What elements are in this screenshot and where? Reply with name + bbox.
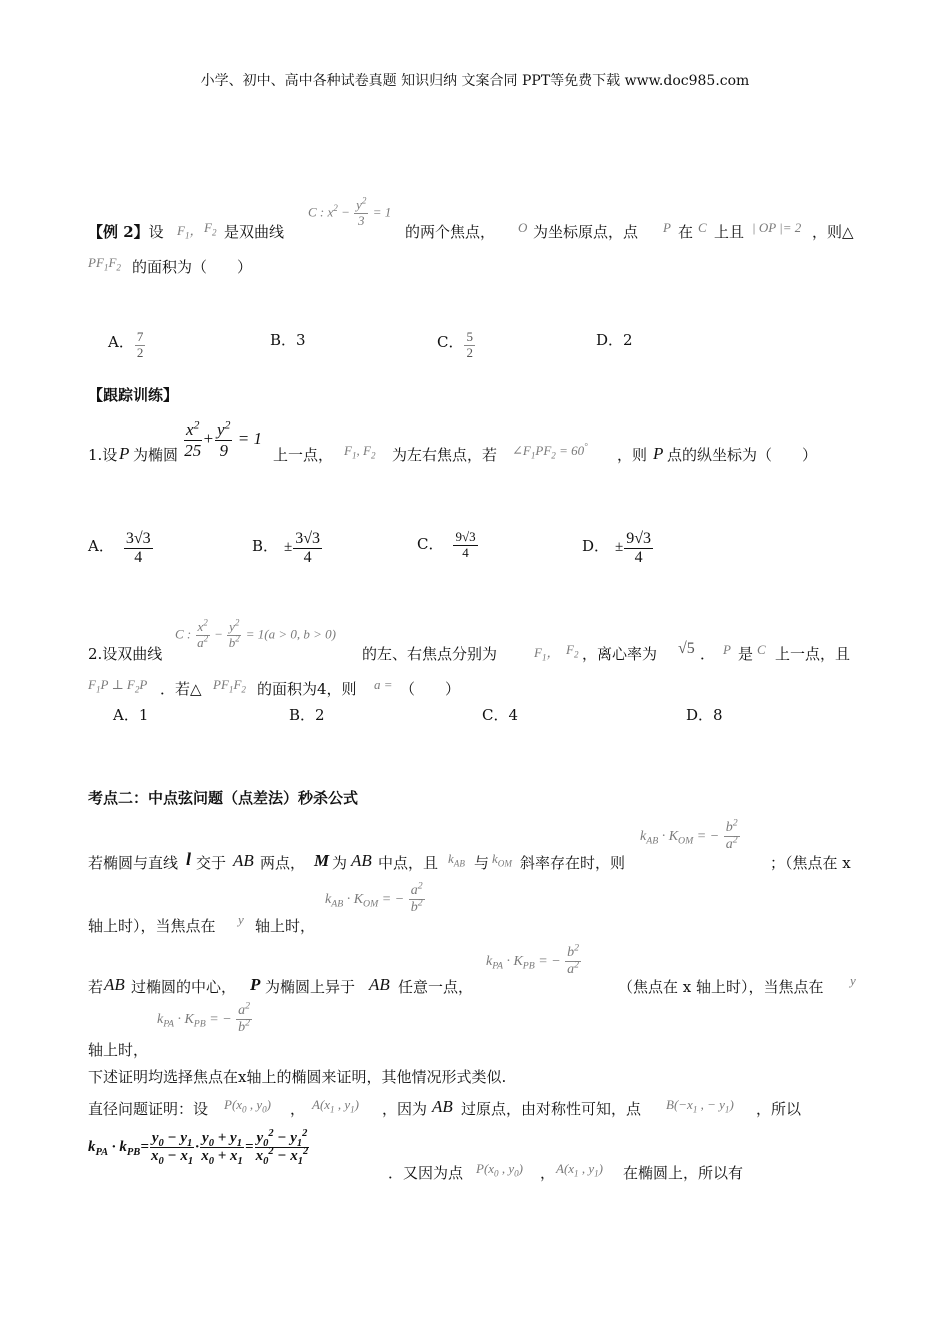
math-angle: $\angle F_1PF_2 = 60^\circ$ — [512, 441, 588, 461]
math-a-eq: a = — [374, 677, 393, 692]
q2-option-b: B．2 — [289, 706, 325, 724]
math-formula-4: $k_{PA} \cdot K_{PB}$ = − $\frac{a^2}{b^2}$ — [157, 1000, 251, 1036]
math-PF1F2: $PF_1F_2$ — [213, 677, 246, 695]
q1-option-c: C． $\frac{9√3}{4}$ — [417, 529, 476, 560]
q1-option-d: D． ± $\frac{9√3}{4}$ — [582, 530, 652, 567]
math-F2: $F_2$ — [566, 642, 579, 660]
math-F1-F2: $F_1$, $F_2$ — [344, 443, 376, 461]
math-O: O — [518, 220, 528, 235]
q1-option-a: A． $\frac{3√3}{4}$ — [88, 530, 151, 567]
s2-p1-text-a: 若椭圆与直线 — [88, 854, 179, 872]
math-AB: AB — [351, 851, 372, 870]
math-y: y — [238, 912, 244, 927]
section-2-title: 考点二：中点弦问题（点差法）秒杀公式 — [88, 789, 359, 807]
s2-p1-text-b: 交于 — [196, 854, 227, 872]
q1-text-3: 上一点， — [273, 446, 334, 464]
s2-p7-text-c: 在椭圆上，所以有 — [623, 1164, 744, 1182]
math-P: P — [663, 220, 671, 235]
q1-text-2: 为椭圆 — [133, 446, 179, 464]
s2-p6-text-c: ，因为 — [382, 1100, 428, 1118]
math-OP: | OP |= 2 — [752, 220, 802, 235]
s2-p3-text-d: 任意一点， — [398, 978, 474, 996]
s2-p1-text-e: 中点，且 — [378, 854, 439, 872]
s2-p3-text-e: （焦点在 x 轴上时），当焦点在 — [618, 978, 824, 996]
page-header: 小学、初中、高中各种试卷真题 知识归纳 文案合同 PPT等免费下载 www.doc985.com — [200, 73, 750, 89]
q2-text-4: ． — [700, 645, 716, 663]
math-perp: $F_1P$ ⊥ $F_2P$ — [88, 677, 148, 695]
s2-p6-text-a: 直径问题证明：设 — [88, 1100, 209, 1118]
math-C: C — [698, 220, 707, 235]
s2-p2-text-b: 轴上时， — [255, 917, 316, 935]
q2-text-8: 的面积为4，则 — [257, 680, 357, 698]
math-point-B: $B(-x_1$ , − $y_1$) — [666, 1097, 734, 1115]
q1-text-1: 1.设 — [88, 446, 118, 464]
q2-text-5: 是 — [738, 645, 754, 663]
math-hyperbola-eq-2: C : $\frac{x^2}{a^2}$ − $\frac{y^2}{b^2}$ = 1(a > 0, b > 0) — [175, 617, 336, 650]
ex2-option-d: D．2 — [596, 331, 633, 349]
math-M: M — [314, 851, 330, 870]
math-F1: $F_1$， — [177, 223, 203, 241]
q1-text-5: ，则 — [617, 446, 648, 464]
q2-text-6: 上一点，且 — [775, 645, 851, 663]
text-two-foci: 的两个焦点， — [405, 223, 496, 241]
q2-text-9: （ ） — [400, 680, 461, 698]
ex2-option-c: C． $\frac{5}{2}$ — [437, 329, 473, 360]
q2-text-2: 的左、右焦点分别为 — [362, 645, 498, 663]
s2-p4-text: 轴上时， — [88, 1041, 149, 1059]
math-point-P: $P(x_0$ , $y_0$) — [224, 1097, 272, 1115]
math-P: P — [723, 642, 731, 657]
math-point-A: $A(x_1$ , $y_1$) — [312, 1097, 360, 1115]
math-hyperbola-eq: C : $x^2$ − $\frac{y^2}{3}$ = 1 — [308, 195, 392, 228]
s2-p6-text-d: 过原点，由对称性可知，点 — [461, 1100, 642, 1118]
math-F2: $F_2$ — [204, 220, 217, 238]
math-PF1F2: $PF_1F_2$ — [88, 255, 121, 273]
s2-p7-text-a: ．又因为点 — [388, 1164, 464, 1182]
s2-p3-text-b: 过椭圆的中心， — [131, 978, 237, 996]
math-sqrt5: √5 — [678, 640, 695, 657]
q2-text-1: 2.设双曲线 — [88, 645, 163, 663]
math-ellipse-eq: $\frac{x^2}{25}$ + $\frac{y^2}{9}$ = 1 — [184, 417, 262, 460]
q2-option-c: C．4 — [482, 706, 519, 724]
text-on: 在 — [678, 223, 694, 241]
math-k-OM: $k_{OM}$ — [492, 851, 512, 869]
math-P: P — [653, 444, 664, 463]
ex2-option-b: B．3 — [270, 331, 306, 349]
s2-p1-text-d: 为 — [332, 854, 348, 872]
math-C: C — [757, 642, 766, 657]
text-origin: 为坐标原点，点 — [533, 223, 639, 241]
s2-p1-text-f: 与 — [474, 854, 490, 872]
math-AB: AB — [104, 975, 125, 994]
ex2-option-a: A． $\frac{7}{2}$ — [108, 329, 144, 360]
math-formula-3: $k_{PA} \cdot K_{PB}$ = − $\frac{b^2}{a^2}$ — [486, 942, 580, 978]
text-then: ，则△ — [812, 223, 854, 241]
text-hyperbola: 是双曲线 — [224, 223, 285, 241]
text-and: 上且 — [714, 223, 745, 241]
section-tracking-title: 【跟踪训练】 — [88, 386, 179, 404]
s2-p5-text: 下述证明均选择焦点在x轴上的椭圆来证明，其他情况形式类似. — [88, 1068, 507, 1086]
example-2-line-1: 【例 2】设 — [88, 223, 164, 241]
math-formula-2: $k_{AB} \cdot K_{OM}$ = − $\frac{a^2}{b^2}$ — [325, 880, 423, 916]
q2-option-d: D．8 — [686, 706, 723, 724]
q2-text-3: ，离心率为 — [582, 645, 658, 663]
s2-p1-text-c: 两点， — [260, 854, 306, 872]
q1-text-4: 为左右焦点，若 — [392, 446, 498, 464]
math-l: l — [186, 849, 192, 869]
math-point-P: $P(x_0$ , $y_0$) — [476, 1161, 524, 1179]
math-AB: AB — [369, 975, 390, 994]
example-tag: 【例 2】 — [88, 223, 149, 241]
s2-p1-text-h: ；（焦点在 x — [770, 854, 851, 872]
text-area-question: 的面积为（ ） — [132, 258, 253, 276]
math-P: P — [119, 444, 130, 463]
q2-option-a: A．1 — [113, 706, 149, 724]
math-y: y — [850, 973, 856, 988]
math-P-bold: P — [250, 975, 261, 994]
s2-p1-text-g: 斜率存在时，则 — [520, 854, 626, 872]
s2-p3-text-c: 为椭圆上异于 — [265, 978, 356, 996]
s2-p3-text-a: 若 — [88, 978, 104, 996]
math-formula-5: $k_{PA} \cdot k_{PB}=$ $\frac{y_0 - y_1}{x_0 - x_1}$ · $\frac{y_0 + y_1}{x_0 + x_1}$ = $\frac{y_0^2 - y_1^2}{x_0^2 - x_1^2}$ — [88, 1128, 309, 1168]
q2-text-7: ．若△ — [160, 680, 202, 698]
math-F1: $F_1$， — [534, 645, 560, 663]
q1-text-6: 点的纵坐标为（ ） — [667, 446, 818, 464]
s2-p6-text-e: ，所以 — [756, 1100, 802, 1118]
math-AB: AB — [432, 1097, 453, 1116]
s2-p7-text-b: ， — [540, 1164, 556, 1182]
s2-p6-text-b: ， — [290, 1100, 306, 1118]
q1-option-b: B． ± $\frac{3√3}{4}$ — [252, 530, 321, 567]
math-k-AB: $k_{AB}$ — [448, 851, 465, 869]
math-point-A: $A(x_1$ , $y_1$) — [556, 1161, 604, 1179]
s2-p2-text-a: 轴上时），当焦点在 — [88, 917, 216, 935]
math-AB: AB — [233, 851, 254, 870]
math-formula-1: $k_{AB} \cdot K_{OM}$ = − $\frac{b^2}{a^2}$ — [640, 817, 738, 853]
